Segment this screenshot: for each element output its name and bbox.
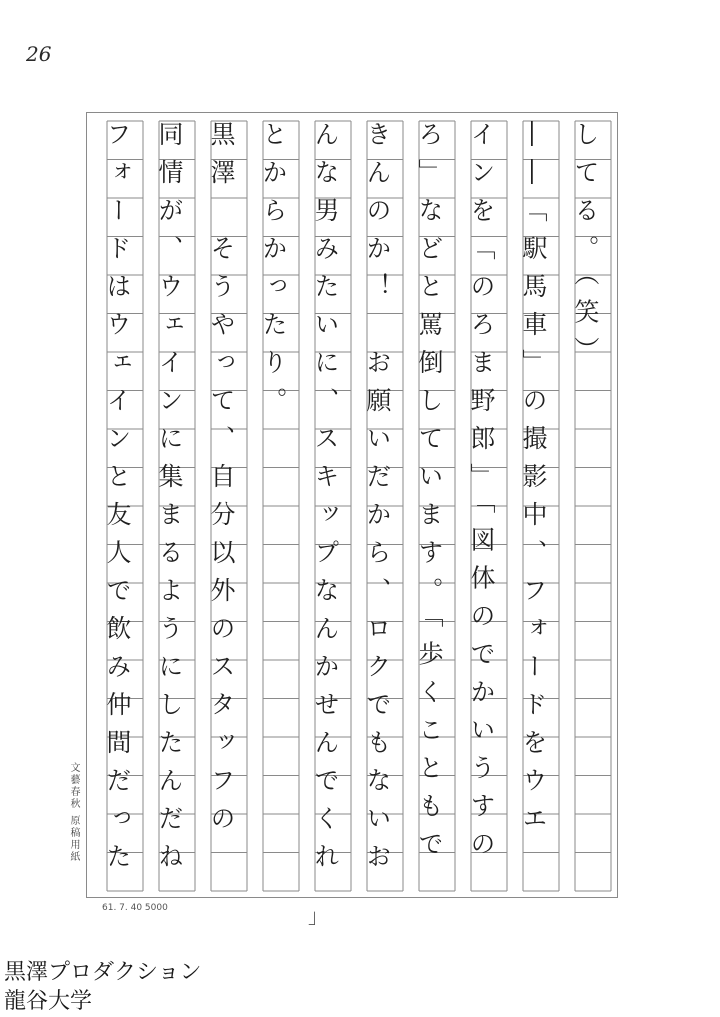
watermark (4, 958, 202, 1016)
overflow-quote-mark: 」 (308, 904, 328, 928)
manuscript-column-9: 同情が、ウェインに集まるようにしたんだね (155, 121, 184, 881)
manuscript-column-5: きんのか！ お願いだから、ロクでもないお (363, 121, 392, 881)
manuscript-column-6: んな男みたいに、スキップなんかせんでくれ (311, 121, 340, 881)
manuscript-column-1: してる。（笑） (571, 121, 600, 375)
paper-brand-label: 文藝春秋 原稿用紙 (68, 762, 79, 864)
manuscript-column-10: フォードはウェインと友人で飲み仲間だった (103, 121, 132, 881)
watermark-line-2: 龍谷大学 (4, 989, 93, 1014)
page-number: 26 (26, 42, 52, 66)
manuscript-sheet (86, 112, 618, 898)
manuscript-column-8: 黒澤 そうやって、自分以外のスタッフの (207, 121, 236, 843)
manuscript-column-2: ――「駅馬車」の撮影中、フォードをウエ (519, 121, 548, 843)
manuscript-column-7: とからかったり。 (259, 121, 288, 425)
manuscript-column-4: ろ」などと罵倒しています。「歩くこともで (415, 121, 444, 869)
form-code: 61. 7. 40 5000 (102, 903, 168, 913)
manuscript-column-3: インを「のろま野郎」「図体のでかいうすの (467, 121, 496, 869)
watermark-line-1: 黒澤プロダクション (4, 960, 202, 985)
